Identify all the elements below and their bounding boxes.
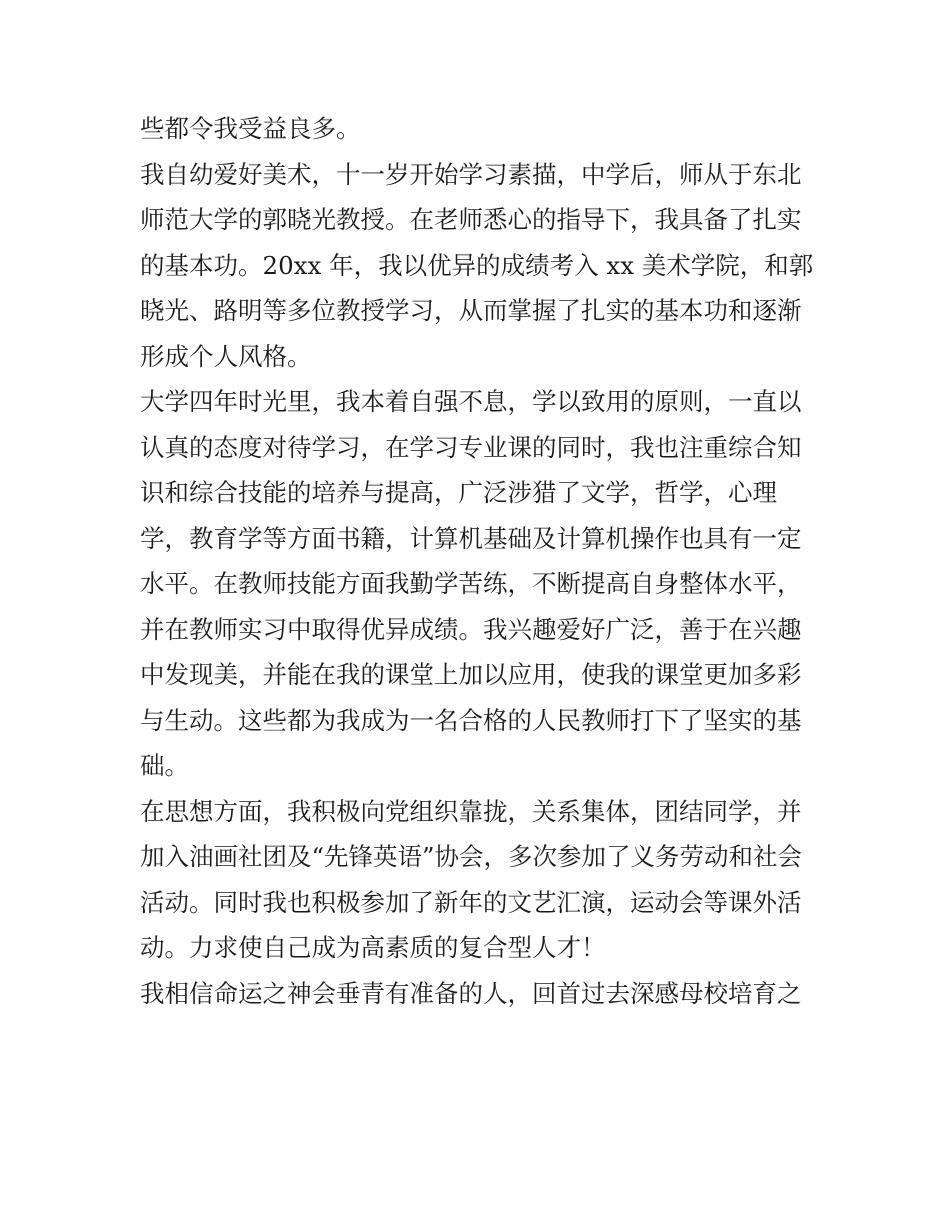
text-line: 水平。在教师技能方面我勤学苦练，不断提高自身整体水平，: [140, 569, 802, 598]
text-line: 师范大学的郭晓光教授。在老师悉心的指导下，我具备了扎实: [140, 205, 802, 234]
text-line: 学，教育学等方面书籍，计算机基础及计算机操作也具有一定: [140, 523, 802, 553]
text-line: 动。力求使自己成为高素质的复合型人才！: [140, 933, 606, 962]
text-line: 大学四年时光里，我本着自强不息，学以致用的原则，一直以: [140, 387, 802, 416]
body-text: [140, 106, 820, 1016]
text-line: 形成个人风格。: [140, 341, 312, 371]
text-line: 识和综合技能的培养与提高，广泛涉猎了文学，哲学，心理: [140, 478, 777, 507]
text-line: 在思想方面，我积极向党组织靠拢，关系集体，团结同学，并: [140, 796, 802, 826]
text-line: 晓光、路明等多位教授学习，从而掌握了扎实的基本功和逐渐: [140, 296, 802, 325]
text-line: 与生动。这些都为我成为一名合格的人民教师打下了坚实的基: [140, 705, 802, 735]
text-line: 我相信命运之神会垂青有准备的人，回首过去深感母校培育之: [140, 978, 802, 1008]
text-line: 并在教师实习中取得优异成绩。我兴趣爱好广泛，善于在兴趣: [140, 614, 802, 644]
text-line: 加入油画社团及“先锋英语”协会，多次参加了义务劳动和社会: [140, 842, 803, 871]
text-line: 活动。同时我也积极参加了新年的文艺汇演，运动会等课外活: [140, 887, 802, 917]
text-line: 中发现美，并能在我的课堂上加以应用，使我的课堂更加多彩: [140, 660, 802, 689]
text-line: 认真的态度对待学习，在学习专业课的同时，我也注重综合知: [140, 432, 802, 462]
text-line: 的基本功。20xx 年，我以优异的成绩考入 xx 美术学院，和郭: [140, 250, 814, 280]
text-line: 些都令我受益良多。: [140, 114, 361, 143]
text-line: 我自幼爱好美术，十一岁开始学习素描，中学后，师从于东北: [140, 159, 802, 189]
text-line: 础。: [140, 751, 189, 780]
